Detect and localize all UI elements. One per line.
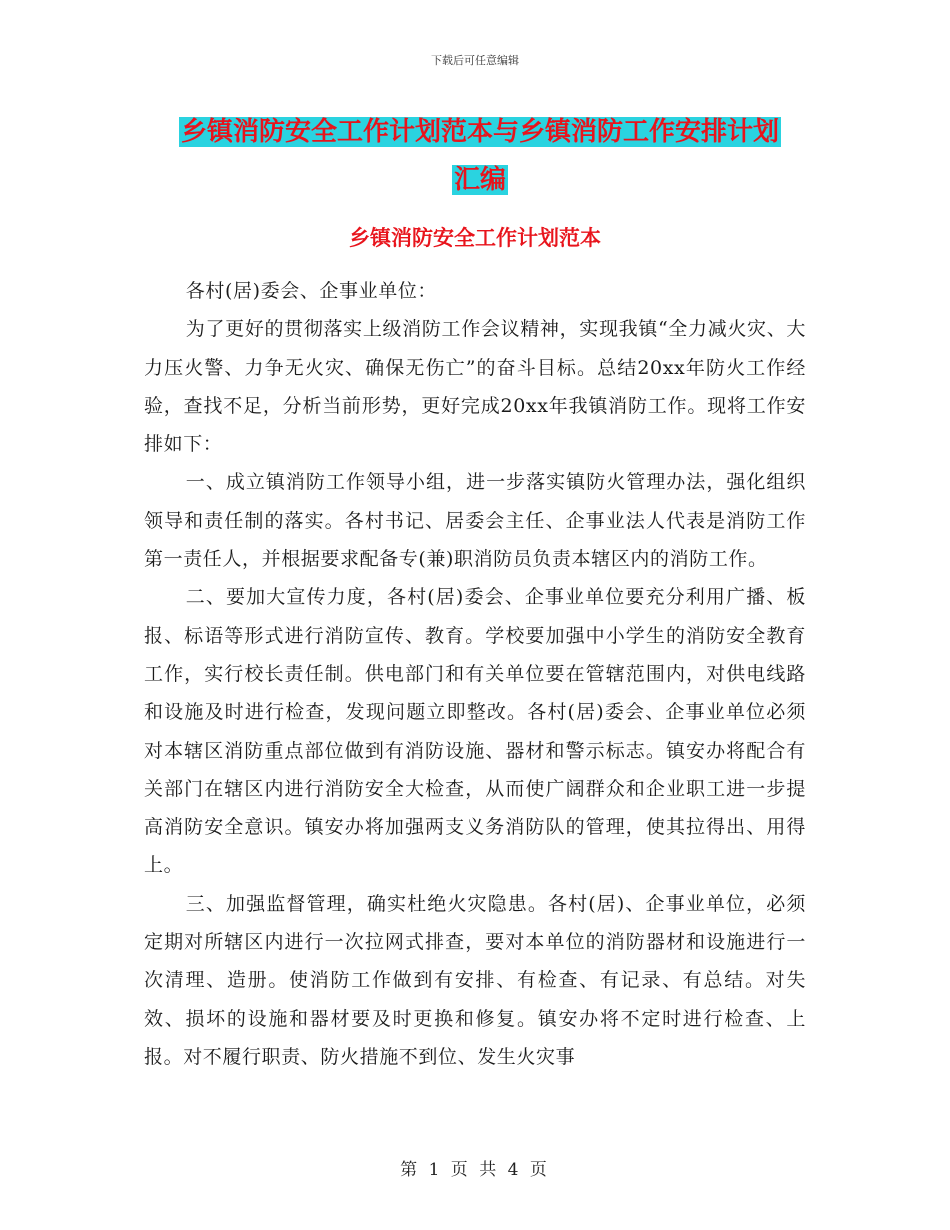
document-body <box>144 272 806 1076</box>
paragraph-salutation: 各村(居)委会、企事业单位： <box>185 280 438 302</box>
paragraph-item-3: 三、加强监督管理，确实杜绝火灾隐患。各村(居)、企事业单位，必须定期对所辖区内进行一次拉网式排查，要对本单位的消防器材和设施进行一次清理、造册。使消防工作做到有安排、有检查、有记录、有总结。对失效、损坏的设施和器材要及时更换和修复。镇安办将不定时进行检查、上报。对不履行职责、防火措施不到位、发生火灾事 <box>144 892 806 1068</box>
paragraph-item-2: 二、要加大宣传力度，各村(居)委会、企事业单位要充分利用广播、板报、标语等形式进行消防宣传、教育。学校要加强中小学生的消防安全教育工作，实行校长责任制。供电部门和有关单位要在管辖范围内，对供电线路和设施及时进行检查，发现问题立即整改。各村(居)委会、企事业单位必须对本辖区消防重点部位做到有消防设施、器材和警示标志。镇安办将配合有关部门在辖区内进行消防安全大检查，从而使广阔群众和企业职工进一步提高消防安全意识。镇安办将加强两支义务消防队的管理，使其拉得出、用得上。 <box>144 586 806 877</box>
paragraph-intro: 为了更好的贯彻落实上级消防工作会议精神，实现我镇“全力减火灾、大力压火警、力争无火灾、确保无伤亡”的奋斗目标。总结20xx年防火工作经验，查找不足，分析当前形势，更好完成20xx年我镇消防工作。现将工作安排如下： <box>144 318 806 456</box>
section-title: 乡镇消防安全工作计划范本 <box>349 226 601 250</box>
page-number: 第 1 页 共 4 页 <box>400 1160 550 1180</box>
paragraph-item-1: 一、成立镇消防工作领导小组，进一步落实镇防火管理办法，强化组织领导和责任制的落实。各村书记、居委会主任、企事业法人代表是消防工作第一责任人，并根据要求配备专(兼)职消防员负责本辖区内的消防工作。 <box>144 471 806 571</box>
document-title <box>150 108 810 204</box>
document-title-line1: 乡镇消防安全工作计划范本与乡镇消防工作安排计划 <box>180 117 779 147</box>
header-note: 下载后可任意编辑 <box>431 54 519 67</box>
document-title-line2: 汇编 <box>453 165 506 195</box>
